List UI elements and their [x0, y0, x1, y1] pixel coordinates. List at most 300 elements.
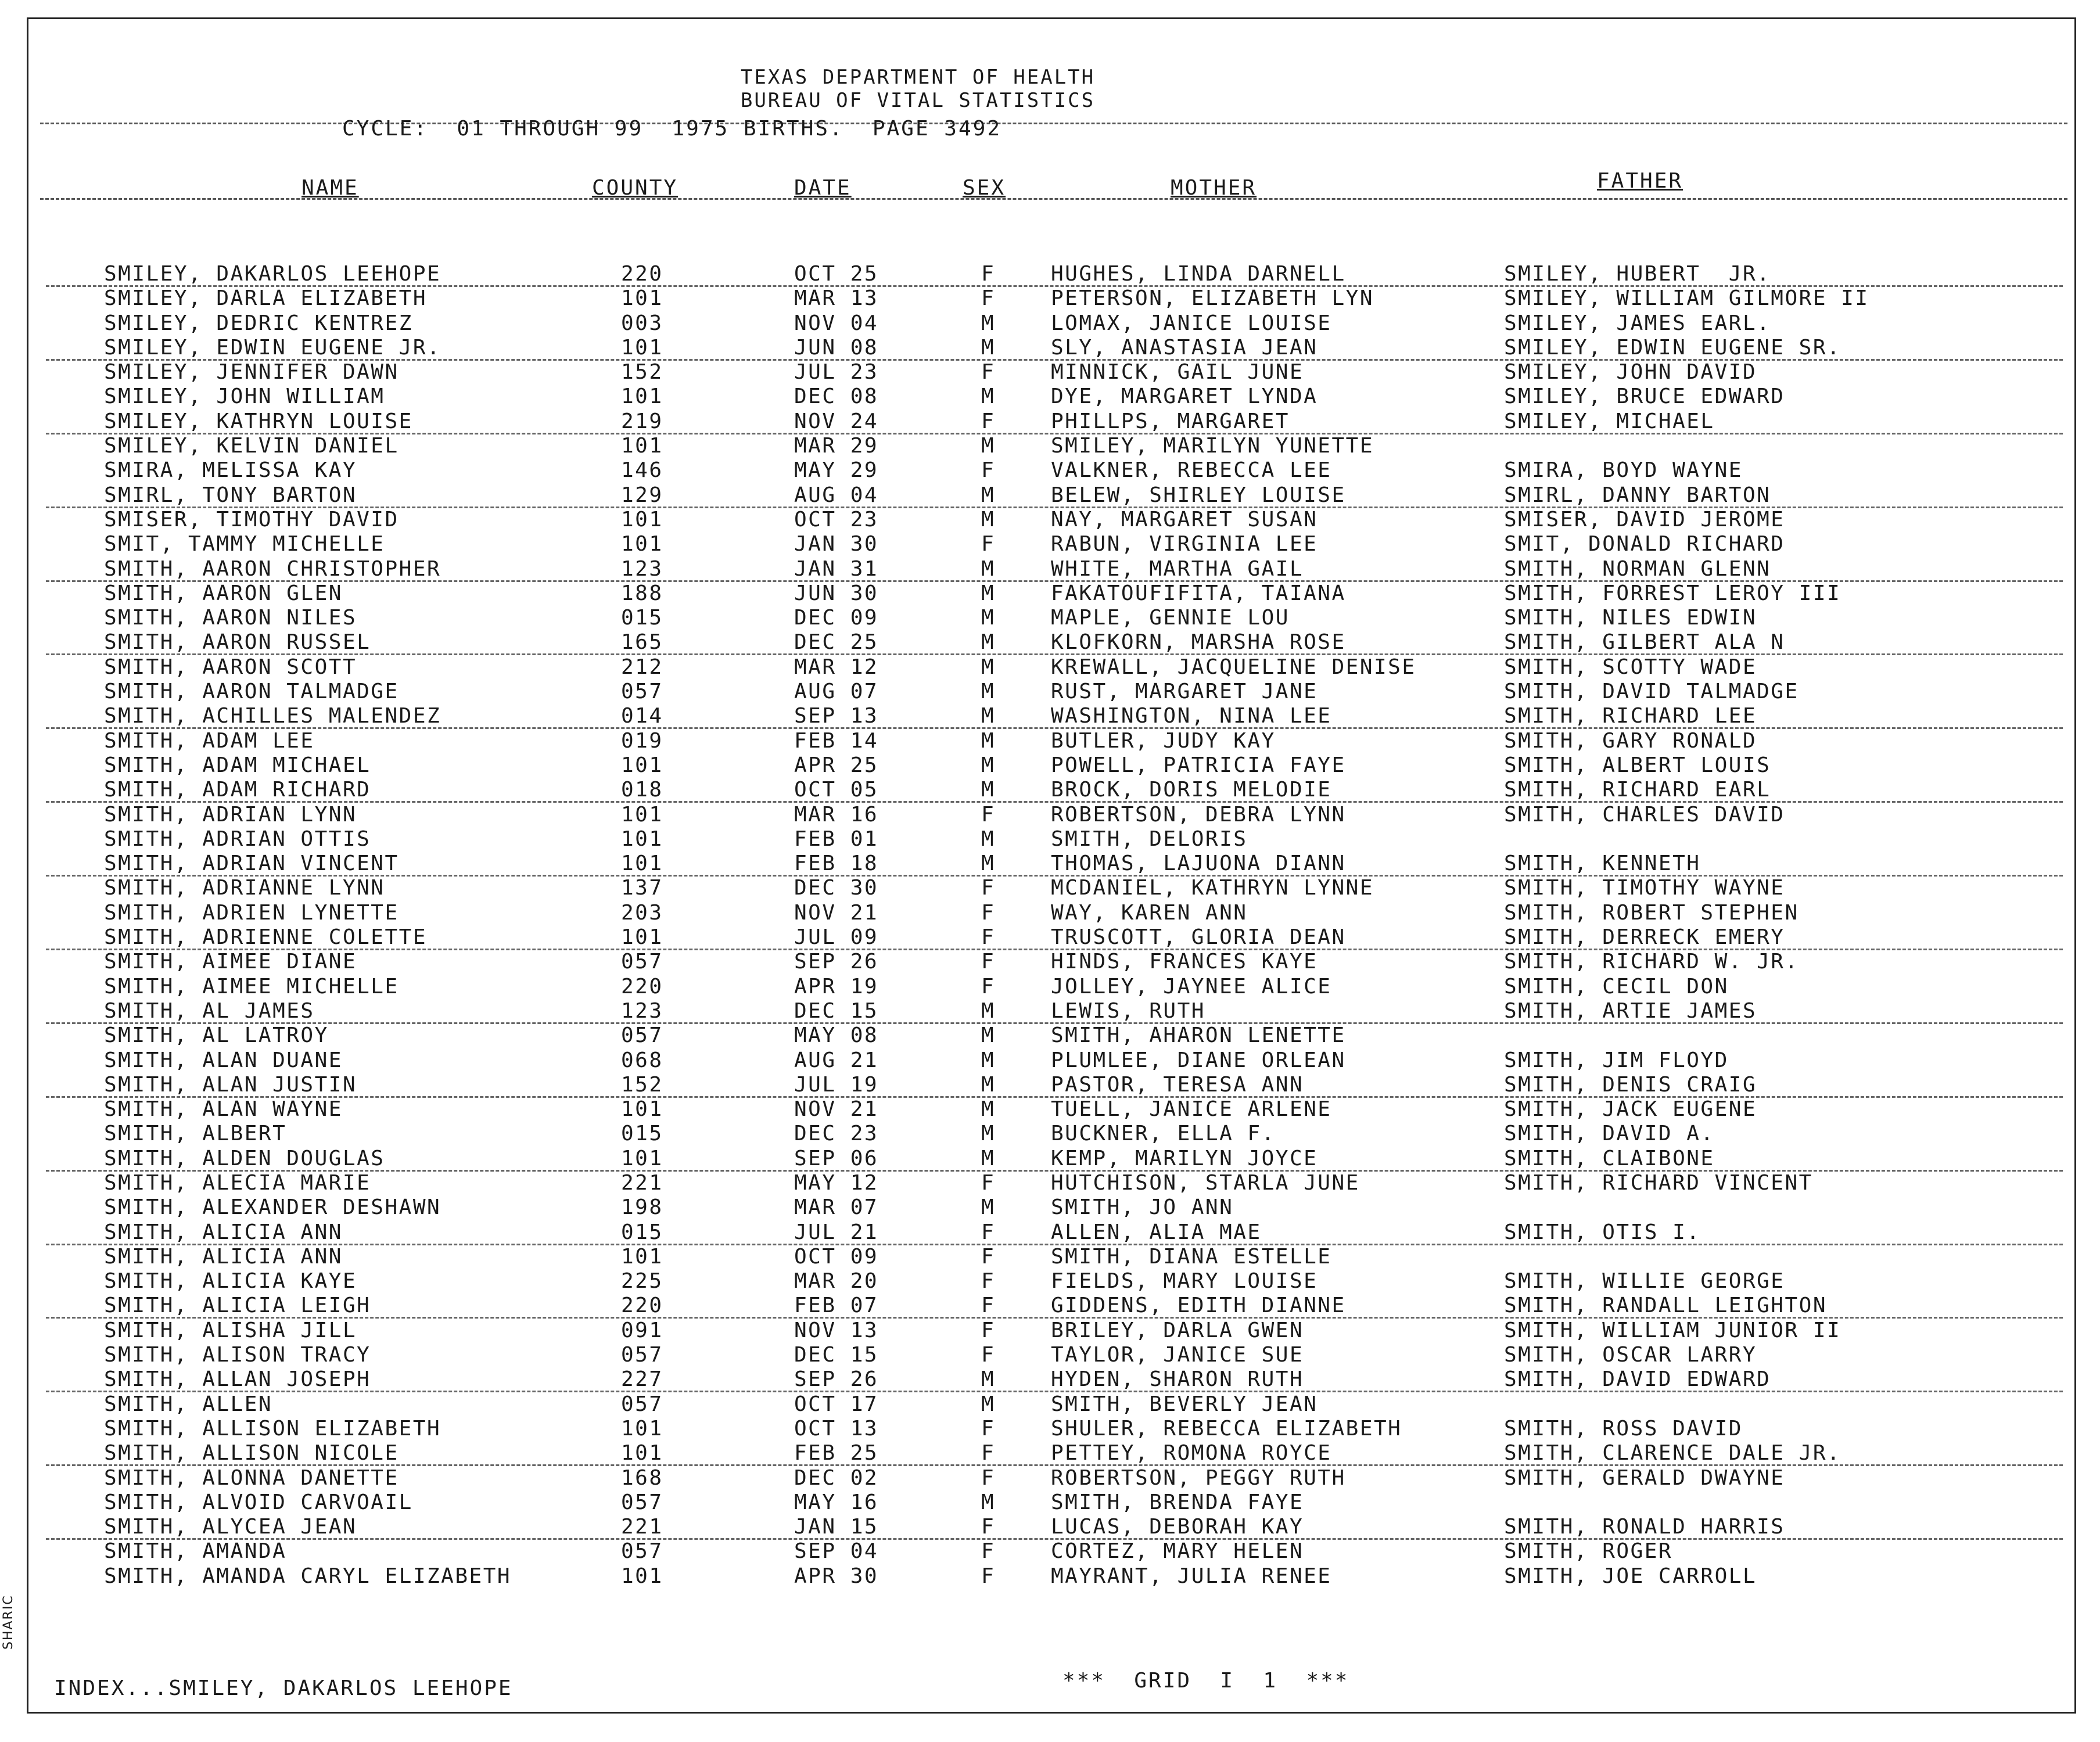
cell-sex: M — [981, 385, 996, 409]
cell-date: MAR 16 — [794, 802, 879, 827]
cell-name: SMITH, ADRIEN LYNETTE — [104, 900, 399, 925]
cell-date: SEP 04 — [794, 1539, 879, 1564]
cell-sex: F — [981, 1318, 996, 1342]
cell-mother: KREWALL, JACQUELINE DENISE — [1051, 655, 1416, 679]
cell-county: 101 — [621, 1146, 663, 1170]
cell-name: SMITH, ADAM MICHAEL — [104, 753, 371, 777]
cell-sex: M — [981, 998, 996, 1023]
cell-date: MAY 29 — [794, 458, 879, 483]
cell-sex: M — [981, 1367, 996, 1392]
cell-county: 068 — [621, 1048, 663, 1072]
table-row — [28, 852, 2074, 876]
table-row — [28, 483, 2074, 508]
cell-date: JAN 31 — [794, 556, 879, 581]
cell-name: SMITH, ACHILLES MALENDEZ — [104, 704, 441, 728]
table-row — [28, 950, 2074, 974]
cell-county: 003 — [621, 311, 663, 335]
table-row — [28, 1048, 2074, 1073]
column-header-father: FATHER — [1597, 169, 1683, 193]
cell-mother: SMITH, BEVERLY JEAN — [1051, 1392, 1318, 1416]
cell-date: SEP 26 — [794, 950, 879, 974]
cell-father: SMILEY, BRUCE EDWARD — [1504, 385, 1785, 409]
cell-name: SMITH, ALICIA ANN — [104, 1220, 343, 1244]
cell-mother: ROBERTSON, PEGGY RUTH — [1051, 1466, 1346, 1490]
cell-mother: KLOFKORN, MARSHA ROSE — [1051, 630, 1346, 655]
cell-sex: M — [981, 1023, 996, 1048]
cell-mother: DYE, MARGARET LYNDA — [1051, 385, 1318, 409]
cell-name: SMITH, ADRIAN LYNN — [104, 802, 357, 827]
cell-name: SMITH, ALICIA LEIGH — [104, 1294, 371, 1318]
cell-county: 123 — [621, 998, 663, 1023]
cell-name: SMITH, AIMEE DIANE — [104, 950, 357, 974]
cell-county: 015 — [621, 1220, 663, 1244]
cell-date: SEP 26 — [794, 1367, 879, 1392]
cell-date: FEB 07 — [794, 1294, 879, 1318]
cell-name: SMITH, AMANDA — [104, 1539, 287, 1564]
cell-date: JUN 08 — [794, 335, 879, 360]
cell-father: SMILEY, JAMES EARL. — [1504, 311, 1771, 335]
cell-name: SMILEY, DAKARLOS LEEHOPE — [104, 262, 441, 286]
cell-name: SMITH, AARON NILES — [104, 606, 357, 630]
cell-mother: PETTEY, ROMONA ROYCE — [1051, 1441, 1332, 1466]
cell-sex: F — [981, 286, 996, 311]
cell-name: SMITH, AARON CHRISTOPHER — [104, 556, 441, 581]
cell-father: SMITH, RICHARD VINCENT — [1504, 1170, 1813, 1195]
cell-name: SMITH, AMANDA CARYL ELIZABETH — [104, 1564, 512, 1588]
table-row — [28, 704, 2074, 728]
cell-name: SMILEY, DEDRIC KENTREZ — [104, 311, 413, 335]
cell-county: 101 — [621, 1564, 663, 1588]
cell-mother: LOMAX, JANICE LOUISE — [1051, 311, 1332, 335]
cell-father: SMIRA, BOYD WAYNE — [1504, 458, 1743, 483]
cell-county: 101 — [621, 507, 663, 531]
cell-name: SMIRA, MELISSA KAY — [104, 458, 357, 483]
cell-sex: F — [981, 950, 996, 974]
cell-county: 146 — [621, 458, 663, 483]
cell-date: APR 25 — [794, 753, 879, 777]
cell-date: DEC 15 — [794, 1343, 879, 1367]
cell-mother: MCDANIEL, KATHRYN LYNNE — [1051, 876, 1374, 900]
cell-name: SMITH, ALLEN — [104, 1392, 273, 1416]
cell-mother: SMITH, AHARON LENETTE — [1051, 1023, 1346, 1048]
cell-date: DEC 09 — [794, 606, 879, 630]
cell-date: OCT 13 — [794, 1416, 879, 1441]
cell-sex: M — [981, 1392, 996, 1416]
table-row — [28, 1294, 2074, 1318]
cell-county: 018 — [621, 778, 663, 802]
cell-father: SMILEY, MICHAEL — [1504, 409, 1715, 433]
table-row — [28, 1171, 2074, 1195]
table-row — [28, 262, 2074, 286]
cell-name: SMITH, ADRIAN OTTIS — [104, 827, 371, 851]
table-row — [28, 655, 2074, 680]
report-page — [27, 17, 2076, 1714]
table-row — [28, 1245, 2074, 1269]
cell-county: 212 — [621, 655, 663, 679]
cell-father: SMITH, GILBERT ALA N — [1504, 630, 1785, 655]
cell-mother: HUGHES, LINDA DARNELL — [1051, 262, 1346, 286]
cell-sex: M — [981, 581, 996, 605]
cell-county: 168 — [621, 1466, 663, 1490]
cell-mother: SLY, ANASTASIA JEAN — [1051, 335, 1318, 360]
cell-date: FEB 01 — [794, 827, 879, 851]
cell-father: SMITH, ALBERT LOUIS — [1504, 753, 1771, 777]
cell-father: SMITH, ROSS DAVID — [1504, 1416, 1743, 1441]
cell-name: SMILEY, JENNIFER DAWN — [104, 360, 399, 385]
cell-sex: M — [981, 655, 996, 679]
table-row — [28, 1073, 2074, 1097]
cell-father: SMITH, WILLIE GEORGE — [1504, 1269, 1785, 1294]
cell-mother: TAYLOR, JANICE SUE — [1051, 1343, 1304, 1367]
cell-father: SMITH, RANDALL LEIGHTON — [1504, 1294, 1827, 1318]
table-row — [28, 1564, 2074, 1589]
cell-father: SMITH, JOE CARROLL — [1504, 1564, 1757, 1588]
cell-mother: RABUN, VIRGINIA LEE — [1051, 532, 1318, 556]
cell-name: SMITH, ADAM RICHARD — [104, 778, 371, 802]
cell-name: SMITH, ALONNA DANETTE — [104, 1466, 399, 1490]
cell-county: 101 — [621, 532, 663, 556]
cell-sex: F — [981, 900, 996, 925]
cell-sex: F — [981, 1220, 996, 1244]
cell-sex: F — [981, 1466, 996, 1490]
table-row — [28, 778, 2074, 802]
cell-father: SMITH, NILES EDWIN — [1504, 606, 1757, 630]
cell-date: NOV 21 — [794, 900, 879, 925]
cell-county: 221 — [621, 1515, 663, 1539]
table-row — [28, 286, 2074, 311]
cell-mother: SMITH, BRENDA FAYE — [1051, 1490, 1304, 1514]
agency-title: TEXAS DEPARTMENT OF HEALTH — [740, 66, 1096, 89]
cell-date: MAR 12 — [794, 655, 879, 679]
cell-name: SMITH, ALISHA JILL — [104, 1318, 357, 1342]
cell-mother: TUELL, JANICE ARLENE — [1051, 1097, 1332, 1122]
cell-sex: F — [981, 925, 996, 950]
cell-mother: SMITH, JO ANN — [1051, 1195, 1234, 1220]
cell-sex: M — [981, 1097, 996, 1122]
cell-county: 203 — [621, 900, 663, 925]
cell-date: DEC 08 — [794, 385, 879, 409]
cell-sex: M — [981, 827, 996, 851]
cell-father: SMITH, SCOTTY WADE — [1504, 655, 1757, 679]
cell-father: SMITH, OSCAR LARRY — [1504, 1343, 1757, 1367]
cell-father: SMITH, DAVID EDWARD — [1504, 1367, 1771, 1392]
table-row — [28, 508, 2074, 532]
cell-mother: BUCKNER, ELLA F. — [1051, 1122, 1276, 1146]
cell-name: SMITH, AIMEE MICHELLE — [104, 974, 399, 998]
table-row — [28, 975, 2074, 999]
cell-father: SMITH, ARTIE JAMES — [1504, 998, 1757, 1023]
cell-county: 220 — [621, 262, 663, 286]
cell-sex: M — [981, 753, 996, 777]
cell-date: FEB 18 — [794, 852, 879, 876]
cell-name: SMITH, ADRIAN VINCENT — [104, 852, 399, 876]
cell-county: 019 — [621, 728, 663, 753]
cell-date: APR 19 — [794, 974, 879, 998]
cell-county: 057 — [621, 1343, 663, 1367]
cell-name: SMILEY, KELVIN DANIEL — [104, 434, 399, 458]
cell-sex: M — [981, 606, 996, 630]
cell-mother: SHULER, REBECCA ELIZABETH — [1051, 1416, 1402, 1441]
table-row — [28, 729, 2074, 753]
birth-records-table — [28, 262, 2074, 1589]
table-row — [28, 557, 2074, 581]
cell-mother: BRILEY, DARLA GWEN — [1051, 1318, 1304, 1342]
cell-date: JAN 30 — [794, 532, 879, 556]
cell-father: SMILEY, EDWIN EUGENE SR. — [1504, 335, 1841, 360]
cell-name: SMITH, AARON GLEN — [104, 581, 343, 605]
cell-sex: F — [981, 974, 996, 998]
cell-sex: M — [981, 1195, 996, 1220]
table-row — [28, 901, 2074, 925]
cell-date: JUN 30 — [794, 581, 879, 605]
table-row — [28, 336, 2074, 360]
cell-sex: M — [981, 1122, 996, 1146]
cell-mother: GIDDENS, EDITH DIANNE — [1051, 1294, 1346, 1318]
column-header-name: NAME — [301, 176, 359, 200]
cell-name: SMITH, ADRIENNE COLETTE — [104, 925, 427, 950]
cell-county: 101 — [621, 1441, 663, 1466]
table-row — [28, 1515, 2074, 1539]
cell-date: OCT 17 — [794, 1392, 879, 1416]
cell-name: SMITH, ALLAN JOSEPH — [104, 1367, 371, 1392]
cell-sex: F — [981, 360, 996, 385]
cell-father: SMITH, GERALD DWAYNE — [1504, 1466, 1785, 1490]
cell-father: SMITH, WILLIAM JUNIOR II — [1504, 1318, 1841, 1342]
cell-sex: F — [981, 458, 996, 483]
cell-date: AUG 07 — [794, 680, 879, 704]
cell-mother: ALLEN, ALIA MAE — [1051, 1220, 1262, 1244]
cell-father: SMITH, JACK EUGENE — [1504, 1097, 1757, 1122]
cell-county: 219 — [621, 409, 663, 433]
cell-name: SMITH, ADRIANNE LYNN — [104, 876, 385, 900]
cell-name: SMITH, ALISON TRACY — [104, 1343, 371, 1367]
cell-father: SMITH, CECIL DON — [1504, 974, 1729, 998]
cell-father: SMITH, RICHARD EARL — [1504, 778, 1771, 802]
cell-mother: PETERSON, ELIZABETH LYN — [1051, 286, 1374, 311]
table-row — [28, 1195, 2074, 1220]
index-footer: INDEX...SMILEY, DAKARLOS LEEHOPE — [54, 1676, 513, 1700]
table-row — [28, 876, 2074, 900]
cell-father: SMIRL, DANNY BARTON — [1504, 483, 1771, 507]
cell-sex: F — [981, 1539, 996, 1564]
cell-county: 220 — [621, 1294, 663, 1318]
cell-county: 165 — [621, 630, 663, 655]
cell-date: MAR 13 — [794, 286, 879, 311]
cell-date: JUL 21 — [794, 1220, 879, 1244]
cell-date: OCT 09 — [794, 1244, 879, 1269]
cell-date: MAY 16 — [794, 1490, 879, 1514]
cell-mother: LEWIS, RUTH — [1051, 998, 1205, 1023]
table-row — [28, 803, 2074, 827]
cell-county: 198 — [621, 1195, 663, 1220]
cell-sex: F — [981, 409, 996, 433]
cell-county: 057 — [621, 1023, 663, 1048]
cell-date: DEC 30 — [794, 876, 879, 900]
cell-date: NOV 24 — [794, 409, 879, 433]
table-row — [28, 1539, 2074, 1564]
cell-mother: SMITH, DELORIS — [1051, 827, 1248, 851]
cell-mother: FIELDS, MARY LOUISE — [1051, 1269, 1318, 1294]
cell-date: AUG 21 — [794, 1048, 879, 1072]
table-row — [28, 1122, 2074, 1146]
cell-county: 057 — [621, 1392, 663, 1416]
cell-county: 101 — [621, 852, 663, 876]
cell-date: NOV 13 — [794, 1318, 879, 1342]
table-row — [28, 1441, 2074, 1466]
table-row — [28, 925, 2074, 950]
cell-sex: M — [981, 311, 996, 335]
table-row — [28, 311, 2074, 336]
column-header-mother: MOTHER — [1171, 176, 1257, 200]
cell-date: NOV 21 — [794, 1097, 879, 1122]
cell-mother: VALKNER, REBECCA LEE — [1051, 458, 1332, 483]
cell-name: SMITH, ALAN WAYNE — [104, 1097, 343, 1122]
cell-father: SMITH, DERRECK EMERY — [1504, 925, 1785, 950]
table-row — [28, 581, 2074, 606]
cell-father: SMILEY, WILLIAM GILMORE II — [1504, 286, 1869, 311]
cell-father: SMITH, KENNETH — [1504, 852, 1701, 876]
cell-date: SEP 06 — [794, 1146, 879, 1170]
cell-name: SMILEY, DARLA ELIZABETH — [104, 286, 427, 311]
cell-county: 220 — [621, 974, 663, 998]
cell-county: 057 — [621, 1539, 663, 1564]
cell-sex: M — [981, 778, 996, 802]
cell-date: DEC 15 — [794, 998, 879, 1023]
cell-date: MAY 12 — [794, 1170, 879, 1195]
cell-date: FEB 14 — [794, 728, 879, 753]
cell-sex: F — [981, 262, 996, 286]
cell-name: SMITH, AARON TALMADGE — [104, 680, 399, 704]
cell-father: SMITH, RONALD HARRIS — [1504, 1515, 1785, 1539]
cell-mother: HUTCHISON, STARLA JUNE — [1051, 1170, 1360, 1195]
table-row — [28, 410, 2074, 434]
cell-father: SMIT, DONALD RICHARD — [1504, 532, 1785, 556]
cell-mother: WAY, KAREN ANN — [1051, 900, 1248, 925]
cell-sex: M — [981, 852, 996, 876]
cell-county: 123 — [621, 556, 663, 581]
table-row — [28, 1023, 2074, 1048]
table-row — [28, 1097, 2074, 1122]
cell-sex: M — [981, 556, 996, 581]
cell-mother: SMITH, DIANA ESTELLE — [1051, 1244, 1332, 1269]
table-row — [28, 1417, 2074, 1441]
cell-name: SMIT, TAMMY MICHELLE — [104, 532, 385, 556]
cell-mother: BUTLER, JUDY KAY — [1051, 728, 1276, 753]
cell-sex: M — [981, 507, 996, 531]
cell-date: JUL 19 — [794, 1072, 879, 1097]
cell-county: 188 — [621, 581, 663, 605]
cell-name: SMILEY, KATHRYN LOUISE — [104, 409, 413, 433]
cell-date: NOV 04 — [794, 311, 879, 335]
cell-date: OCT 05 — [794, 778, 879, 802]
cell-father: SMITH, GARY RONALD — [1504, 728, 1757, 753]
cell-date: APR 30 — [794, 1564, 879, 1588]
cell-date: OCT 23 — [794, 507, 879, 531]
cell-county: 221 — [621, 1170, 663, 1195]
cell-sex: F — [981, 1244, 996, 1269]
cell-county: 091 — [621, 1318, 663, 1342]
cell-father: SMITH, TIMOTHY WAYNE — [1504, 876, 1785, 900]
cell-father: SMITH, ROGER — [1504, 1539, 1673, 1564]
cell-sex: M — [981, 630, 996, 655]
cell-date: JAN 15 — [794, 1515, 879, 1539]
cell-name: SMITH, ALAN DUANE — [104, 1048, 343, 1072]
cell-sex: F — [981, 1515, 996, 1539]
cell-mother: BELEW, SHIRLEY LOUISE — [1051, 483, 1346, 507]
cell-mother: KEMP, MARILYN JOYCE — [1051, 1146, 1318, 1170]
cell-county: 101 — [621, 925, 663, 950]
table-row — [28, 1147, 2074, 1171]
cell-sex: F — [981, 1170, 996, 1195]
table-row — [28, 1367, 2074, 1392]
cell-name: SMILEY, JOHN WILLIAM — [104, 385, 385, 409]
cell-mother: CORTEZ, MARY HELEN — [1051, 1539, 1304, 1564]
cell-sex: M — [981, 483, 996, 507]
cell-father: SMITH, ROBERT STEPHEN — [1504, 900, 1799, 925]
table-row — [28, 458, 2074, 483]
cell-mother: THOMAS, LAJUONA DIANN — [1051, 852, 1346, 876]
cell-name: SMITH, ALICIA KAYE — [104, 1269, 357, 1294]
table-row — [28, 606, 2074, 630]
cell-county: 152 — [621, 360, 663, 385]
cell-sex: M — [981, 335, 996, 360]
cell-father: SMITH, RICHARD W. JR. — [1504, 950, 1799, 974]
cell-mother: SMILEY, MARILYN YUNETTE — [1051, 434, 1374, 458]
cell-sex: F — [981, 1343, 996, 1367]
cell-sex: F — [981, 1416, 996, 1441]
cell-mother: BROCK, DORIS MELODIE — [1051, 778, 1332, 802]
cell-mother: MAYRANT, JULIA RENEE — [1051, 1564, 1332, 1588]
cell-county: 129 — [621, 483, 663, 507]
table-row — [28, 434, 2074, 458]
cell-name: SMITH, ALBERT — [104, 1122, 287, 1146]
column-header-county: COUNTY — [592, 176, 679, 200]
cell-mother: POWELL, PATRICIA FAYE — [1051, 753, 1346, 777]
cell-mother: FAKATOUFIFITA, TAIANA — [1051, 581, 1346, 605]
cell-mother: WASHINGTON, NINA LEE — [1051, 704, 1332, 728]
side-stamp: SHARIC — [1, 1594, 16, 1650]
cell-date: MAR 29 — [794, 434, 879, 458]
table-row — [28, 1490, 2074, 1515]
table-row — [28, 360, 2074, 385]
cell-mother: WHITE, MARTHA GAIL — [1051, 556, 1304, 581]
cell-father: SMITH, DAVID A. — [1504, 1122, 1715, 1146]
cell-name: SMITH, ALYCEA JEAN — [104, 1515, 357, 1539]
cell-sex: M — [981, 434, 996, 458]
cell-sex: M — [981, 1048, 996, 1072]
cell-sex: F — [981, 1269, 996, 1294]
cell-county: 227 — [621, 1367, 663, 1392]
column-header-rule — [40, 198, 2067, 200]
table-row — [28, 532, 2074, 556]
cell-county: 101 — [621, 753, 663, 777]
cell-father: SMITH, JIM FLOYD — [1504, 1048, 1729, 1072]
cell-date: JUL 23 — [794, 360, 879, 385]
cell-sex: F — [981, 1564, 996, 1588]
cell-father: SMISER, DAVID JEROME — [1504, 507, 1785, 531]
cell-father: SMILEY, HUBERT JR. — [1504, 262, 1771, 286]
cell-date: DEC 25 — [794, 630, 879, 655]
cell-mother: JOLLEY, JAYNEE ALICE — [1051, 974, 1332, 998]
cell-county: 101 — [621, 1097, 663, 1122]
cell-date: OCT 25 — [794, 262, 879, 286]
column-header-date: DATE — [794, 176, 852, 200]
cell-county: 101 — [621, 385, 663, 409]
table-row — [28, 1220, 2074, 1245]
cell-father: SMITH, DAVID TALMADGE — [1504, 680, 1799, 704]
cell-name: SMISER, TIMOTHY DAVID — [104, 507, 399, 531]
cell-sex: M — [981, 1146, 996, 1170]
